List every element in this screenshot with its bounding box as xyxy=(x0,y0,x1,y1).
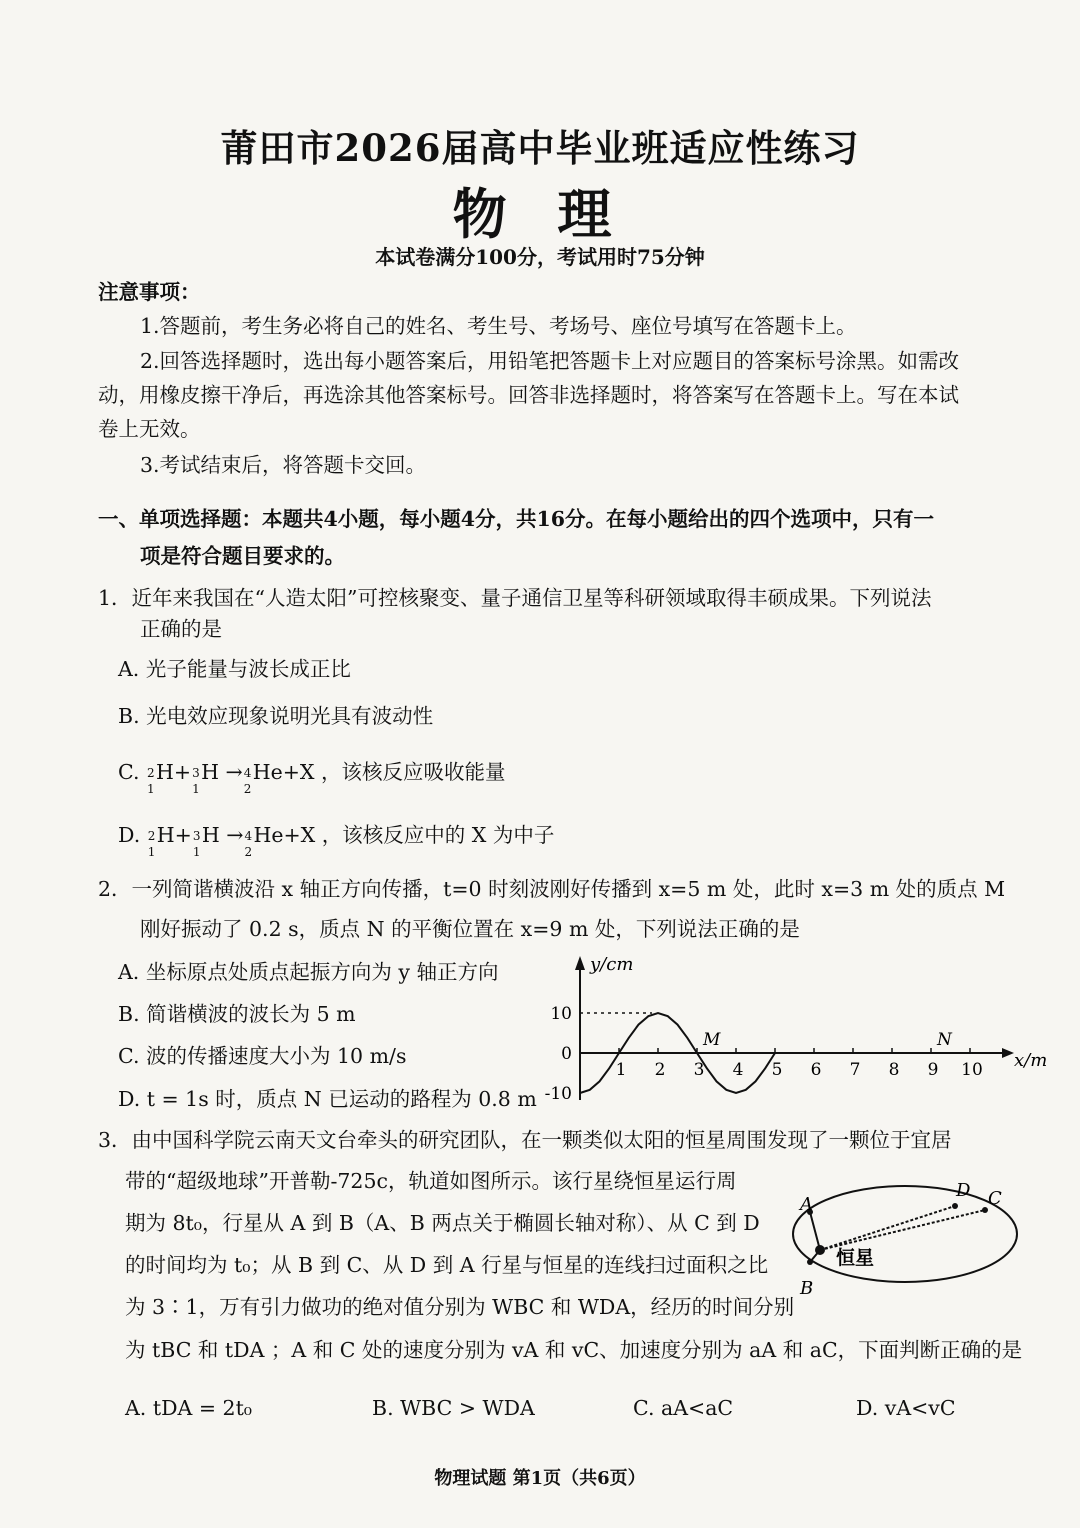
q1-option-c-label: C. xyxy=(118,760,140,784)
x-tick-label: 2 xyxy=(654,1060,666,1080)
q1-option-d xyxy=(118,819,555,859)
q3-option-a: A. tDA = 2t₀ xyxy=(125,1396,253,1420)
q1-option-c xyxy=(118,756,506,796)
x-tick-label: 8 xyxy=(888,1060,900,1080)
x-tick-label: 1 xyxy=(615,1060,627,1080)
x-tick-label: 6 xyxy=(810,1060,822,1080)
q2-stem-cont: 刚好振动了 0.2 s，质点 N 的平衡位置在 x=9 m 处，下列说法正确的是 xyxy=(140,917,800,941)
label-d: D xyxy=(956,1180,971,1201)
line-star-to-d xyxy=(820,1206,955,1250)
exam-title: 莆田市2026届高中毕业班适应性练习 xyxy=(220,126,860,170)
q3-stem-6: 为 tBC 和 tDA ；A 和 C 处的速度分别为 vA 和 vC、加速度分别为 aA 和 aC，下面判断正确的是 xyxy=(125,1338,1023,1362)
point-label-m: M xyxy=(703,1030,721,1050)
label-b: B xyxy=(800,1278,814,1299)
y-axis-arrow xyxy=(575,956,585,970)
x-tick-label: 7 xyxy=(849,1060,861,1080)
star-dot xyxy=(815,1245,825,1255)
section1-heading-cont: 项是符合题目要求的。 xyxy=(140,544,345,568)
label-a: A xyxy=(800,1194,813,1215)
line-star-to-a xyxy=(810,1212,820,1250)
note-1: 1.答题前，考生务必将自己的姓名、考生号、考场号、座位号填写在答题卡上。 xyxy=(140,314,857,338)
note-2a: 2.回答选择题时，选出每小题答案后，用铅笔把答题卡上对应题目的答案标号涂黑。如需改 xyxy=(140,349,960,373)
q2-option-b: B. 简谐横波的波长为 5 m xyxy=(118,1002,356,1026)
label-c: C xyxy=(988,1188,1002,1209)
x-tick-label: 3 xyxy=(693,1060,705,1080)
x-tick-label: 5 xyxy=(771,1060,783,1080)
note-3: 3.考试结束后，将答题卡交回。 xyxy=(140,453,427,477)
elliptical-orbit xyxy=(793,1186,1017,1282)
y-tick-label: 0 xyxy=(561,1044,572,1064)
y-tick-label: -10 xyxy=(544,1084,572,1104)
q2-option-c: C. 波的传播速度大小为 10 m/s xyxy=(118,1044,407,1068)
point-label-n: N xyxy=(937,1030,952,1050)
q1-option-d-text: ，该核反应中的 X 为中子 xyxy=(321,823,555,847)
q3-option-b: B. WBC > WDA xyxy=(372,1396,535,1420)
x-axis-arrow xyxy=(1002,1048,1014,1058)
note-2c: 卷上无效。 xyxy=(98,417,201,441)
q3-stem-1: 3．由中国科学院云南天文台牵头的研究团队，在一颗类似太阳的恒星周围发现了一颗位于宜居 xyxy=(98,1128,952,1152)
nuclear-equation: 2 1 H+ 3 1 H → 4 2 He+X xyxy=(147,823,316,859)
line-star-to-c xyxy=(820,1210,985,1250)
notes-heading: 注意事项： xyxy=(98,280,201,304)
q3-stem-2: 带的“超级地球”开普勒-725c，轨道如图所示。该行星绕恒星运行周 xyxy=(125,1169,737,1193)
q3-stem-5: 为 3∶1，万有引力做功的绝对值分别为 WBC 和 WDA，经历的时间分别 xyxy=(125,1295,795,1319)
q1-option-c-text: ，该核反应吸收能量 xyxy=(321,760,506,784)
x-axis-label: x/m xyxy=(1014,1050,1048,1071)
q1-stem: 1．近年来我国在“人造太阳”可控核聚变、量子通信卫星等科研领域取得丰硕成果。下列说法 xyxy=(98,586,932,610)
q1-stem-cont: 正确的是 xyxy=(140,617,222,641)
q1-option-d-label: D. xyxy=(118,823,141,847)
q2-option-a: A. 坐标原点处质点起振方向为 y 轴正方向 xyxy=(118,960,499,984)
y-tick-label: 10 xyxy=(550,1004,572,1024)
q2-option-d: D. t = 1s 时，质点 N 已运动的路程为 0.8 m xyxy=(118,1087,537,1111)
q3-stem-4: 的时间均为 t₀；从 B 到 C、从 D 到 A 行星与恒星的连线扫过面积之比 xyxy=(125,1253,769,1277)
nuclear-equation: 2 1 H+ 3 1 H → 4 2 He+X xyxy=(147,760,315,796)
q3-option-c: C. aA<aC xyxy=(633,1396,734,1420)
x-tick-label: 4 xyxy=(732,1060,744,1080)
q1-option-b: B. 光电效应现象说明光具有波动性 xyxy=(118,704,434,728)
q3-stem-3: 期为 8t₀，行星从 A 到 B（A、B 两点关于椭圆长轴对称）、从 C 到 D xyxy=(125,1211,760,1235)
point-d xyxy=(952,1203,958,1209)
section1-heading: 一、单项选择题：本题共4小题，每小题4分，共16分。在每小题给出的四个选项中，只有一 xyxy=(98,507,935,531)
page-footer: 物理试题 第1页（共6页） xyxy=(434,1468,646,1489)
q1-option-a: A. 光子能量与波长成正比 xyxy=(118,657,351,681)
x-tick-label: 10 xyxy=(961,1060,983,1080)
q3-option-d: D. vA<vC xyxy=(856,1396,956,1420)
x-tick-label: 9 xyxy=(927,1060,939,1080)
y-axis-label: y/cm xyxy=(590,954,634,975)
label-star: 恒星 xyxy=(836,1247,875,1269)
note-2b: 动，用橡皮擦干净后，再选涂其他答案标号。回答非选择题时，将答案写在答题卡上。写在本试 xyxy=(98,383,959,407)
subject-title: 物 理 xyxy=(452,182,628,246)
exam-info: 本试卷满分100分，考试用时75分钟 xyxy=(375,245,705,269)
q2-stem: 2．一列简谐横波沿 x 轴正方向传播，t=0 时刻波刚好传播到 x=5 m 处，此时 x=3 m 处的质点 M xyxy=(98,877,1006,901)
orbit-diagram xyxy=(780,1170,1040,1300)
point-b xyxy=(807,1259,813,1265)
wave-chart xyxy=(540,950,1060,1110)
